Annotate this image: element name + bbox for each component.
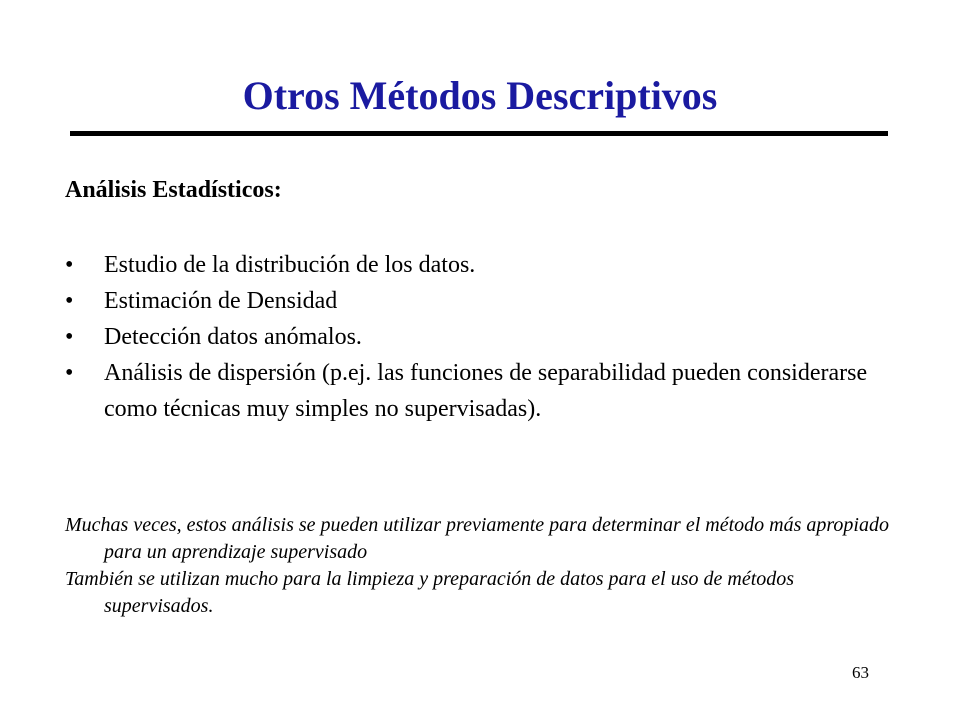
bullet-icon: •	[65, 288, 74, 314]
bullet-text: Estimación de Densidad	[104, 288, 338, 314]
bullet-item	[65, 247, 895, 283]
bullet-item	[65, 319, 895, 355]
bullet-list	[65, 247, 895, 427]
notes-block	[65, 512, 905, 620]
note-paragraph: Muchas veces, estos análisis se pueden utilizar previamente para determinar el método más apropiado para un aprendizaje supervisado	[65, 514, 889, 563]
title-underline-rule	[70, 131, 888, 136]
bullet-item	[65, 283, 895, 319]
bullet-item	[65, 355, 895, 427]
note-paragraph: También se utilizan mucho para la limpieza y preparación de datos para el uso de métodos supervisados.	[65, 568, 795, 617]
slide-title: Otros Métodos Descriptivos	[242, 73, 718, 118]
page-number: 63	[852, 663, 869, 682]
bullet-text: Estudio de la distribución de los datos.	[104, 252, 476, 278]
bullet-icon: •	[65, 360, 74, 386]
bullet-text: Detección datos anómalos.	[104, 324, 362, 350]
bullet-text: Análisis de dispersión (p.ej. las funciones de separabilidad pueden considerarse como técnicas muy simples no supervisadas).	[104, 360, 868, 422]
section-heading: Análisis Estadísticos:	[65, 177, 282, 203]
bullet-icon: •	[65, 252, 74, 278]
bullet-icon: •	[65, 324, 74, 350]
